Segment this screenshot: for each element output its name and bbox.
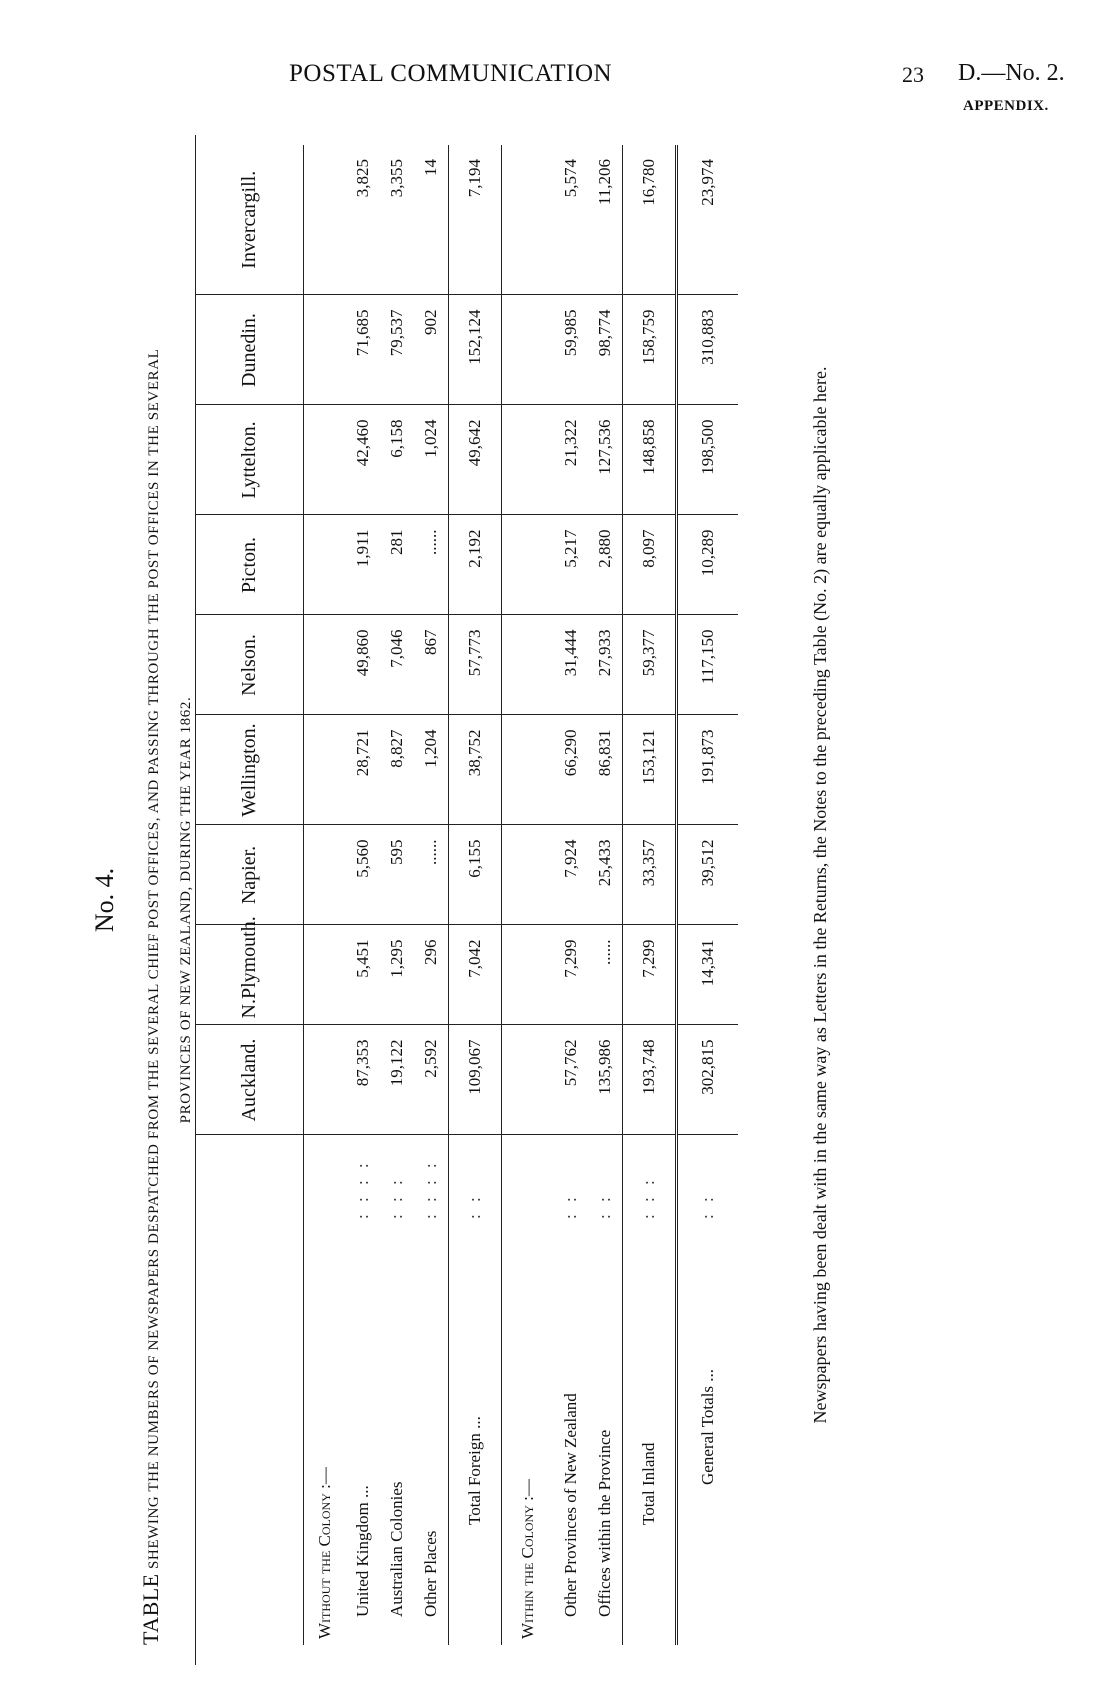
table-cell: 2,592 (414, 1025, 449, 1135)
row-label: Other Places (421, 1530, 440, 1617)
table-cell: 127,536 (588, 405, 623, 515)
table-cell: 198,500 (677, 405, 739, 515)
table-cell: 2,880 (588, 515, 623, 615)
row-label: Other Provinces of New Zealand (561, 1393, 580, 1617)
table-cell: 11,206 (588, 145, 623, 295)
table-cell: 1,911 (346, 515, 380, 615)
table-row-offices-within-province (588, 145, 623, 1645)
table-cell: 117,150 (677, 615, 739, 715)
leader-dots: : : (561, 1193, 580, 1219)
table-cell: 10,289 (677, 515, 739, 615)
leader-dots: : : : : (353, 1159, 372, 1219)
table-cell: 66,290 (554, 715, 588, 825)
table-cell: ...... (414, 825, 449, 925)
document-reference: D.—No. 2. (958, 60, 1065, 86)
leader-dots: : : : : (421, 1159, 440, 1219)
table-cell: 7,924 (554, 825, 588, 925)
table-cell: 79,537 (380, 295, 414, 405)
col-header-picton: Picton. (195, 515, 304, 615)
table-cell: 191,873 (677, 715, 739, 825)
table-cell: 193,748 (623, 1025, 677, 1135)
col-header-napier: Napier. (195, 825, 304, 925)
table-cell: 595 (380, 825, 414, 925)
table-cell: 23,974 (677, 145, 739, 295)
col-header-wellington: Wellington. (195, 715, 304, 825)
row-label: Australian Colonies (387, 1481, 406, 1617)
table-cell: 5,217 (554, 515, 588, 615)
table-cell: 1,295 (380, 925, 414, 1025)
table-cell: 5,574 (554, 145, 588, 295)
table-cell: 2,192 (449, 515, 502, 615)
document-subheading: APPENDIX. (963, 98, 1049, 114)
table-cell: 5,560 (346, 825, 380, 925)
rotated-table-page (90, 135, 860, 1665)
section-label-within: Within the Colony :— (502, 1135, 555, 1645)
table-row-other-places (414, 145, 449, 1645)
table-row-united-kingdom (346, 145, 380, 1645)
table-cell: 33,357 (623, 825, 677, 925)
table-footnote: Newspapers having been dealt with in the same way as Letters in the Returns, the Notes to the preceding Table (No. 2) are equally applicable here. (810, 366, 830, 1424)
table-cell: 19,122 (380, 1025, 414, 1135)
table-row-other-provinces (554, 145, 588, 1645)
page-number: 23 (902, 62, 924, 87)
table-cell: 1,024 (414, 405, 449, 515)
table-cell: 25,433 (588, 825, 623, 925)
table-cell: 152,124 (449, 295, 502, 405)
col-header-new-plymouth: N.Plymouth. (195, 925, 304, 1025)
table-caption (135, 175, 202, 1645)
table-cell: 7,299 (554, 925, 588, 1025)
table-cell: 6,155 (449, 825, 502, 925)
table-cell: 49,860 (346, 615, 380, 715)
table-cell: 135,986 (588, 1025, 623, 1135)
table-cell: 7,042 (449, 925, 502, 1025)
col-header-dunedin: Dunedin. (195, 295, 304, 405)
table-cell: 42,460 (346, 405, 380, 515)
table-cell: 38,752 (449, 715, 502, 825)
caption-lead: TABLE (138, 1573, 163, 1645)
table-cell: 8,827 (380, 715, 414, 825)
table-cell: 71,685 (346, 295, 380, 405)
table-cell: 148,858 (623, 405, 677, 515)
table-cell: 21,322 (554, 405, 588, 515)
caption-line-1: SHEWING THE NUMBERS OF NEWSPAPERS DESPATCHED FROM THE SEVERAL CHIEF POST OFFICES, AND PASSING THROUGH THE POST OFFICES IN THE SEVERAL (146, 348, 162, 1570)
table-cell: 310,883 (677, 295, 739, 405)
table-cell: 98,774 (588, 295, 623, 405)
table-cell: 281 (380, 515, 414, 615)
section-row-within (502, 145, 555, 1645)
table-row-total-foreign (449, 145, 502, 1645)
table-cell: 28,721 (346, 715, 380, 825)
table-cell: 109,067 (449, 1025, 502, 1135)
column-header-row (195, 145, 304, 1645)
newspapers-table (195, 145, 738, 1645)
leader-dots: : : (449, 1135, 502, 1225)
table-cell: 86,831 (588, 715, 623, 825)
section-row-without (304, 145, 347, 1645)
leader-dots: : : : (623, 1135, 677, 1225)
table-cell: ...... (588, 925, 623, 1025)
page-header-title: POSTAL COMMUNICATION (289, 60, 613, 87)
col-header-invercargill: Invercargill. (195, 145, 304, 295)
table-cell: 39,512 (677, 825, 739, 925)
table-row-general-totals (677, 145, 739, 1645)
table-cell: ...... (414, 515, 449, 615)
table-cell: 3,355 (380, 145, 414, 295)
table-cell: 31,444 (554, 615, 588, 715)
caption-line-2: PROVINCES OF NEW ZEALAND, DURING THE YEAR 1862. (178, 696, 194, 1124)
table-cell: 6,158 (380, 405, 414, 515)
col-header-auckland: Auckland. (195, 1025, 304, 1135)
col-header-lyttelton: Lyttelton. (195, 405, 304, 515)
section-label-without: Without the Colony :— (315, 1467, 334, 1639)
table-cell: 7,046 (380, 615, 414, 715)
table-cell: 87,353 (346, 1025, 380, 1135)
leader-dots: : : (595, 1193, 614, 1219)
table-cell: 14,341 (677, 925, 739, 1025)
table-number: No. 4. (90, 867, 119, 933)
table-cell: 153,121 (623, 715, 677, 825)
table-cell: 296 (414, 925, 449, 1025)
table-cell: 27,933 (588, 615, 623, 715)
table-cell: 57,773 (449, 615, 502, 715)
row-label: Offices within the Province (595, 1429, 614, 1617)
table-row-total-inland (623, 145, 677, 1645)
table-cell: 1,204 (414, 715, 449, 825)
col-header-nelson: Nelson. (195, 615, 304, 715)
row-label: Total Foreign ... (449, 1225, 502, 1645)
table-cell: 57,762 (554, 1025, 588, 1135)
table-cell: 59,985 (554, 295, 588, 405)
table-cell: 158,759 (623, 295, 677, 405)
table-cell: 16,780 (623, 145, 677, 295)
table-cell: 59,377 (623, 615, 677, 715)
table-cell: 5,451 (346, 925, 380, 1025)
table-cell: 7,299 (623, 925, 677, 1025)
row-label: Total Inland (623, 1225, 677, 1645)
table-cell: 3,825 (346, 145, 380, 295)
row-label: General Totals ... (677, 1225, 739, 1645)
row-label: United Kingdom ... (353, 1485, 372, 1617)
table-cell: 7,194 (449, 145, 502, 295)
table-row-australian-colonies (380, 145, 414, 1645)
leader-dots: : : (677, 1135, 739, 1225)
table-cell: 902 (414, 295, 449, 405)
table-cell: 867 (414, 615, 449, 715)
table-cell: 8,097 (623, 515, 677, 615)
table-cell: 302,815 (677, 1025, 739, 1135)
stub-header (195, 1135, 304, 1645)
leader-dots: : : : (387, 1176, 406, 1219)
table-cell: 49,642 (449, 405, 502, 515)
table-cell: 14 (414, 145, 449, 295)
